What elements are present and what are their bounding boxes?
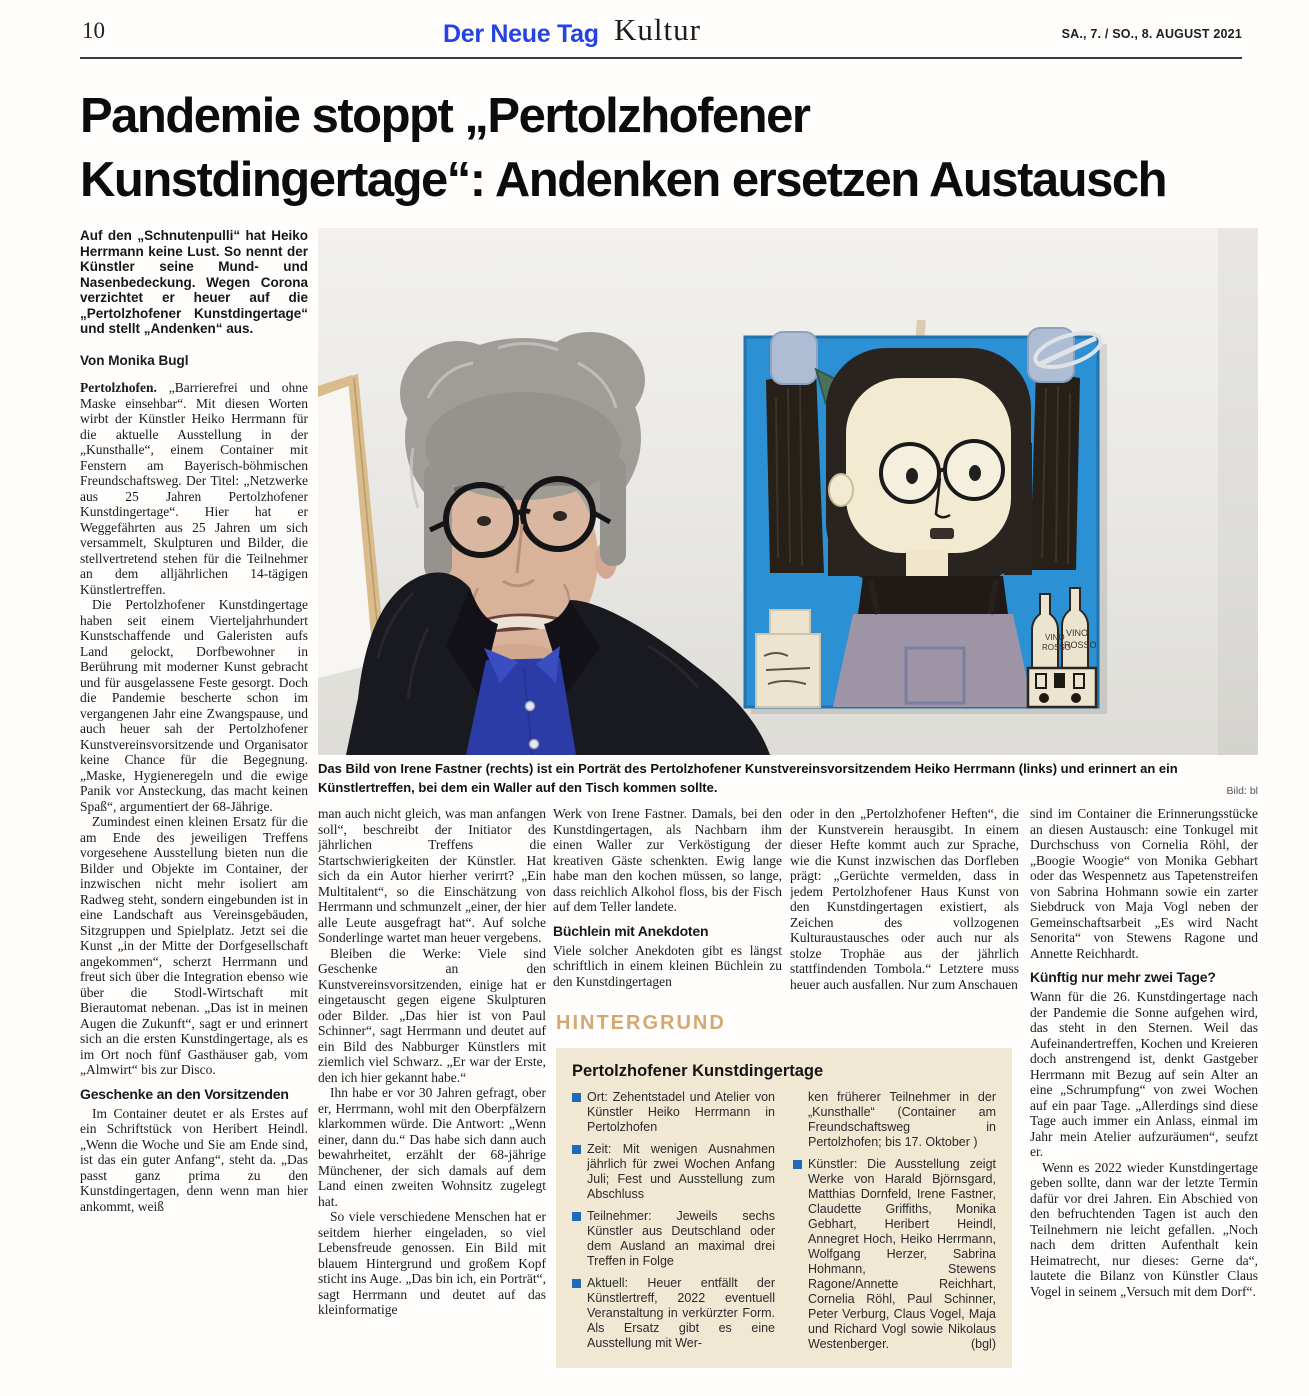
article-photo: [318, 228, 1258, 755]
brand-logo: Der Neue Tag: [443, 20, 599, 48]
painted-figure: [756, 326, 1105, 707]
article-column-3: [553, 806, 782, 1016]
paragraph: Zumindest einen kleinen Ersatz für die am Ende des jeweiligen Treffens vorgesehene Ausstellung bieten nun die Bilder und Objekte im Container, der inzwischen nicht mehr isoliert am Radweg steht, sondern eingebunden ist in eine Landschaft aus Vereinsgebäuden, Sitzgruppen und Spielplatz. Jetzt sei die Kunst „in der Mitte der Dorfgesellschaft angekommen“, scherzt Herrmann und freut sich über die Integration ebenso wie über die Stodl-Wirtschaft mit Bierautomat nebenan. „Das ist in meinen Augen die Zukunft“, sagt er und erinnert sich an die ersten Kunstdingertage, als es im Ort noch fünf Gasthäuser gab, vom „Almwirt“ bis zur Disco.: [80, 814, 308, 1077]
infobox: [556, 1048, 1012, 1368]
infobox-column-left: [572, 1090, 775, 1359]
infobox-item-continuation: ken früherer Teilnehmer in der „Kunsthalle“ (Container am Freundschaftsweg in Pertolzhofen; bis 17. Oktober ): [808, 1090, 996, 1149]
subhead-kuenftig: Künftig nur mehr zwei Tage?: [1030, 969, 1216, 985]
paragraph: Wenn es 2022 wieder Kunstdingertage geben sollte, dann war der letzte Termin dafür vor drei Jahren. Ein Abschied von den befruchtenden Tagen ist auch den Teilnehmern nie leicht gefallen. „Noch nach dem dritten Aufenthalt kein Heimatrecht, nur dieses: Gerne da“, lautete die Bilanz von Künstler Claus Vogel in seinem „Versuch mit dem Dorf“.: [1030, 1159, 1258, 1299]
paragraph: sind im Container die Erinnerungsstücke an diesen Austausch: eine Tonkugel mit Durchschuss von Cornelia Röhl, der „Boogie Woogie“ von Monika Gebhart oder das Wespennetz aus Tapetenstreifen von Sabrina Hohmann sowie ein zarter Siebdruck von Maja Vogl neben der Gemeinschaftsarbeit „Es wird Nacht Senorita“ von Stewens Ragone und Annette Reichhardt.: [1030, 806, 1258, 961]
headline-line-2: Kunstdingertage“: Andenken ersetzen Austausch: [80, 153, 1167, 207]
svg-text:VINO: VINO: [1066, 628, 1089, 638]
kicker-hintergrund: HINTERGRUND: [556, 1012, 726, 1034]
photo-caption: Das Bild von Irene Fastner (rechts) ist ein Porträt des Pertolzhofener Kunstvereinsvorsitzendem Heiko Herrmann (links) und erinnert an ein Künstlertreffen, bei dem ein Waller auf den Tisch kommen sollte. Bild: bl: [318, 760, 1258, 802]
article-headline: [80, 84, 1250, 212]
infobox-item-teilnehmer: Teilnehmer: Jeweils sechs Künstler aus Deutschland oder dem Ausland an maximal drei Treffen in Folge: [572, 1209, 775, 1269]
painting: [745, 320, 1107, 714]
issue-date: SA., 7. / SO., 8. AUGUST 2021: [1061, 27, 1242, 41]
infobox-item-kuenstler: Künstler: Die Ausstellung zeigt Werke von Harald Björnsgard, Matthias Dornfeld, Irene Fastner, Claudette Griffiths, Monika Gebhart, Heribert Heindl, Annegret Hoch, Heiko Herrmann, Wolfgang Herzer, Sabrina Hohmann, Stewens Ragone/Annette Reichhart, Cornelia Röhl, Paul Schinner, Peter Verburg, Claus Vogel, Maja und Richard Vogl sowie Nikolaus Westenberger. (bgl): [793, 1157, 996, 1352]
infobox-item-aktuell: Aktuell: Heuer entfällt der Künstlertreff, 2022 eventuell Veranstaltung in verkürzter Form. Als Ersatz gibt es eine Ausstellung mit Wer-: [572, 1276, 775, 1351]
infobox-item-zeit: Zeit: Mit wenigen Ausnahmen jährlich für zwei Wochen Anfang Juli; Fest und Ausstellung zum Abschluss: [572, 1142, 775, 1202]
bullet-square-icon: [793, 1160, 802, 1169]
photo-illustration: [318, 228, 1258, 755]
article-column-2: [318, 806, 546, 1394]
paragraph: Pertolzhofen. „Barrierefrei und ohne Maske einsehbar“. Mit diesen Worten wirbt der Künstler Heiko Herrmann für die aktuelle Ausstellung in der „Kunsthalle“, einem Container mit Fenstern am Bayerisch-böhmischen Freundschaftsweg. Der Titel: „Netzwerke aus 25 Jahren Pertolzhofener Kunstdingertage“. Hier hat er Weggefährten aus 25 Jahren um sich versammelt, Skulpturen und Bilder, die stellvertretend stehen für die Teilnehmer an dem alljährlichen 14-tägigen Künstlertreffen.: [80, 380, 308, 597]
article-column-1: [80, 228, 308, 1396]
page-number: 10: [82, 18, 105, 43]
section-title: Kultur: [614, 12, 701, 47]
svg-text:ROSSO: ROSSO: [1042, 643, 1071, 652]
bullet-square-icon: [572, 1093, 581, 1102]
article-column-4: [790, 806, 1019, 1056]
paragraph: Viele solcher Anekdoten gibt es längst schriftlich in einem kleinen Büchlein zu den Kunstdingertagen: [553, 942, 782, 989]
subhead-buechlein: Büchlein mit Anekdoten: [553, 922, 709, 939]
header-rule: [80, 57, 1242, 59]
paragraph: Bleiben die Werke: Viele sind Geschenke an den Kunstvereinsvorsitzenden, einige hat er eingetauscht gegen eigene Skulpturen oder Bilder. „Das hier ist von Paul Schinner“, sagt Herrmann und deutet auf ein Bild des Nabburger Künstlers mit ziemlich viel Schwarz. „Er war der Erste, den ich hier gekannt habe.“: [318, 945, 546, 1085]
paragraph: Die Pertolzhofener Kunstdingertage haben seit einem Vierteljahrhundert Kunstschaffende und Galeristen aufs Land gelockt, Dorfbewohner in Berührung mit moderner Kunst gebracht und für ausgelassene Feste gesorgt. Doch die Pandemie bescherte schon im vergangenen Jahr eine Zwangspause, und auch heuer sah der Pertolzhofener Kunstvereinsvorsitzende und Organisator keine Chance für die Begegnung. „Maske, Hygieneregeln und die ewige Panik vor Ansteckung, das macht keinen Spaß“, argumentiert der 68-Jährige.: [80, 597, 308, 814]
paragraph: man auch nicht gleich, was man anfangen soll“, beschreibt der Initiator des jährlichen Treffens die Startschwierigkeiten der Künstler. Hat sich da ein Autor hierher verirrt? „Ein Multitalent“, so die Einschätzung von Herrmann und schmunzelt „einer, der hier alle Leute ausgefragt hat“. Auf solche Sonderlinge wartet man heuer vergebens.: [318, 806, 546, 945]
paragraph: So viele verschiedene Menschen hat er seitdem hierher eingeladen, so viel Lebensfreude genossen. Ein Bild mit blauem Hintergrund und großem Kopf sticht ins Auge. „Das bin ich, ein Porträt“, sagt Herrmann und deutet auf das kleinformatige: [318, 1209, 546, 1317]
infobox-title: Pertolzhofener Kunstdingertage: [572, 1062, 824, 1080]
bullet-square-icon: [572, 1212, 581, 1221]
paragraph: Wann für die 26. Kunstdingertage nach der Pandemie die Sonne aufgehen wird, das steht in den Sternen. Weil das Aufeinandertreffen, Kochen und Kreieren doch anstrengend ist, denkt Gastgeber Herrmann mit Bezug auf sein Alter an eine „Schrumpfung“ von zwei Wochen auf ein paar Tage. „Allerdings sind diese Tage auch immer ein Anlass, einmal im Jahr mein Atelier aufzuräumen“, seufzt er.: [1030, 989, 1258, 1159]
paragraph: Werk von Irene Fastner. Damals, bei den Kunstdingertagen, als Nachbarn ihm einen Waller zur Verköstigung der kreativen Gäste schenkten. Ewig lange habe man den kochen müssen, so lange, dass reichlich Alkohol floss, bis der Fisch auf dem Teller landete.: [553, 806, 782, 914]
paragraph: oder in den „Pertolzhofener Heften“, die der Kunstverein herausgibt. In einem dieser Hefte kommt auch zur Sprache, wie die Kunst inzwischen das Dorfleben prägt: „Gerüchte vermelden, dass in jedem Pertolzhofener Haus Kunst von den Kunstdingertagen existiert, als Zeichen des vollzogenen Kulturaustausches oder auch nur als stolze Trophäe aus der jährlich stattfindenden Tombola.“ Letztere muss heuer auch ausfallen. Nur zum Anschauen: [790, 806, 1019, 992]
byline: Von Monika Bugl: [80, 352, 189, 368]
photo-credit: Bild: bl: [1226, 784, 1258, 797]
lead-paragraph: Auf den „Schnutenpulli“ hat Heiko Herrmann keine Lust. So nennt der Künstler seine Mund- und Nasenbedeckung. Wegen Corona verzichtet er heuer auf die „Pertolzhofener Kunstdingertage“ und stellt „Andenken“ aus.: [80, 228, 308, 336]
subhead-geschenke: Geschenke an den Vorsitzenden: [80, 1085, 289, 1102]
bullet-square-icon: [572, 1279, 581, 1288]
paragraph: Ihn habe er vor 30 Jahren gefragt, ober er, Herrmann, wohl mit den Oberpfälzern klarkommen würde. Die Antwort: „Wenn einer, dann du.“ Das habe sich dann auch bewahrheitet, erzählt der 68-jährige Münchener, der sich damals auf dem Land einen zweiten Wohnsitz zugelegt hat.: [318, 1085, 546, 1209]
infobox-column-right: [793, 1090, 996, 1359]
headline-line-1: Pandemie stoppt „Pertolzhofener: [80, 89, 810, 143]
infobox-item-ort: Ort: Zehentstadel und Atelier von Künstler Heiko Herrmann in Pertolzhofen: [572, 1090, 775, 1135]
svg-text:VINO: VINO: [1045, 633, 1065, 642]
bullet-square-icon: [572, 1145, 581, 1154]
infobox-signature: (bgl): [970, 1337, 996, 1351]
article-column-5: [1030, 806, 1258, 1394]
dateline: Pertolzhofen.: [80, 380, 157, 395]
svg-text:ROSSO: ROSSO: [1064, 640, 1097, 650]
paragraph: Im Container deutet er als Erstes auf ein Schriftstück von Heribert Heindl. „Wenn die Woche und Sie am Ende sind, ist das ein guter Anfang“, steht da. „Das passt ganz prima zu den Kunstdingertagen, denn wenn man hier ankommt, weiß: [80, 1105, 308, 1214]
